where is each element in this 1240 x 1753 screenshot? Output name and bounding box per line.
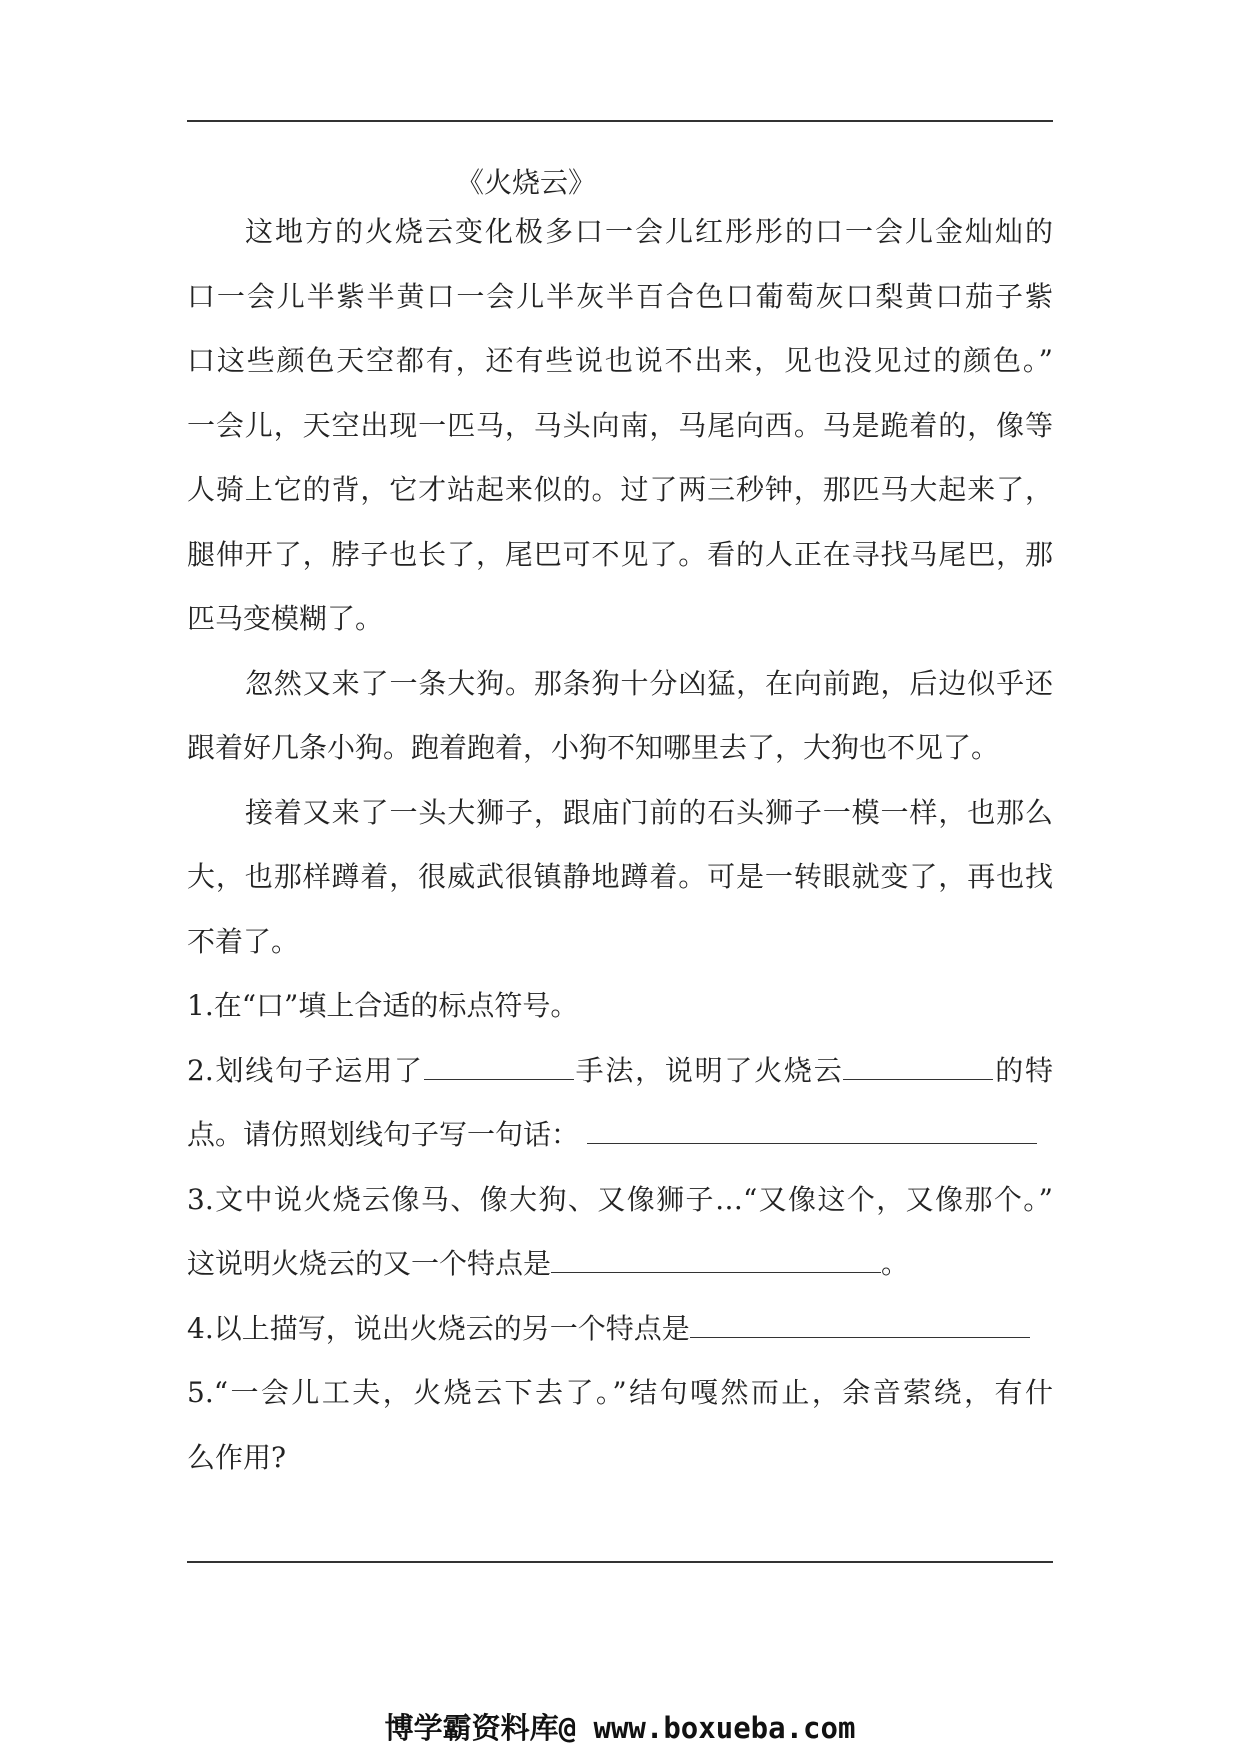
question-2-text-a: 2.划线句子运用了 xyxy=(187,1053,424,1087)
title-text: 《火烧云》 xyxy=(456,166,597,199)
passage-line: 口一会儿半紫半黄口一会儿半灰半百合色口葡萄灰口梨黄口茄子紫 xyxy=(187,279,1053,313)
question-4-text: 4.以上描写，说出火烧云的另一个特点是 xyxy=(187,1311,690,1345)
question-3-continued xyxy=(187,1232,1053,1297)
question-1: 1.在“口”填上合适的标点符号。 xyxy=(187,989,579,1022)
question-2 xyxy=(187,1039,1053,1104)
question-2-text-b: 手法，说明了火烧云 xyxy=(573,1053,844,1087)
answer-blank-feature-2[interactable] xyxy=(551,1242,881,1273)
passage xyxy=(187,200,1053,1490)
passage-line: 跟着好几条小狗。跑着跑着，小狗不知哪里去了，大狗也不见了。 xyxy=(187,731,1000,764)
passage-line: 一会儿，天空出现一匹马，马头向南，马尾向西。马是跪着的，像等 xyxy=(187,408,1053,442)
answer-blank-feature[interactable] xyxy=(843,1049,993,1080)
passage-line: 人骑上它的背，它才站起来似的。过了两三秒钟，那匹马大起来了， xyxy=(187,473,1053,506)
footer-watermark: 博学霸资料库@ www.boxueba.com xyxy=(384,1711,856,1745)
answer-line[interactable] xyxy=(187,1561,1053,1563)
question-2-continued xyxy=(187,1103,1053,1168)
passage-line: 大，也那样蹲着，很威武很镇静地蹲着。可是一转眼就变了，再也找 xyxy=(187,860,1053,893)
answer-blank-feature-3[interactable] xyxy=(690,1307,1030,1338)
question-5: 5.“一会儿工夫，火烧云下去了。”结句嘎然而止，余音萦绕，有什 xyxy=(187,1376,1053,1409)
question-5-continued: 么作用? xyxy=(187,1440,287,1474)
answer-blank-imitation[interactable] xyxy=(587,1113,1037,1144)
question-4 xyxy=(187,1297,1053,1362)
answer-blank-technique[interactable] xyxy=(424,1049,574,1080)
passage-line: 匹马变模糊了。 xyxy=(187,602,384,635)
passage-line: 忽然又来了一条大狗。那条狗十分凶猛，在向前跑，后边似乎还 xyxy=(245,666,1053,700)
question-3-text-b: 这说明火烧云的又一个特点是 xyxy=(187,1247,552,1280)
passage-line: 口这些颜色天空都有，还有些说也说不出来，见也没见过的颜色。” xyxy=(187,344,1053,377)
question-3-text-c: 。 xyxy=(881,1247,910,1280)
passage-line: 不着了。 xyxy=(187,924,300,958)
passage-line: 这地方的火烧云变化极多口一会儿红彤彤的口一会儿金灿灿的 xyxy=(245,215,1053,248)
question-2-text-c: 的特 xyxy=(993,1053,1053,1087)
question-3: 3.文中说火烧云像马、像大狗、又像狮子…“又像这个，又像那个。” xyxy=(187,1182,1053,1216)
passage-line: 腿伸开了，脖子也长了，尾巴可不见了。看的人正在寻找马尾巴，那 xyxy=(187,537,1053,571)
passage-line: 接着又来了一头大狮子，跟庙门前的石头狮子一模一样，也那么 xyxy=(245,795,1053,829)
question-2-text-d: 点。请仿照划线句子写一句话： xyxy=(187,1118,580,1151)
top-rule xyxy=(187,120,1053,122)
